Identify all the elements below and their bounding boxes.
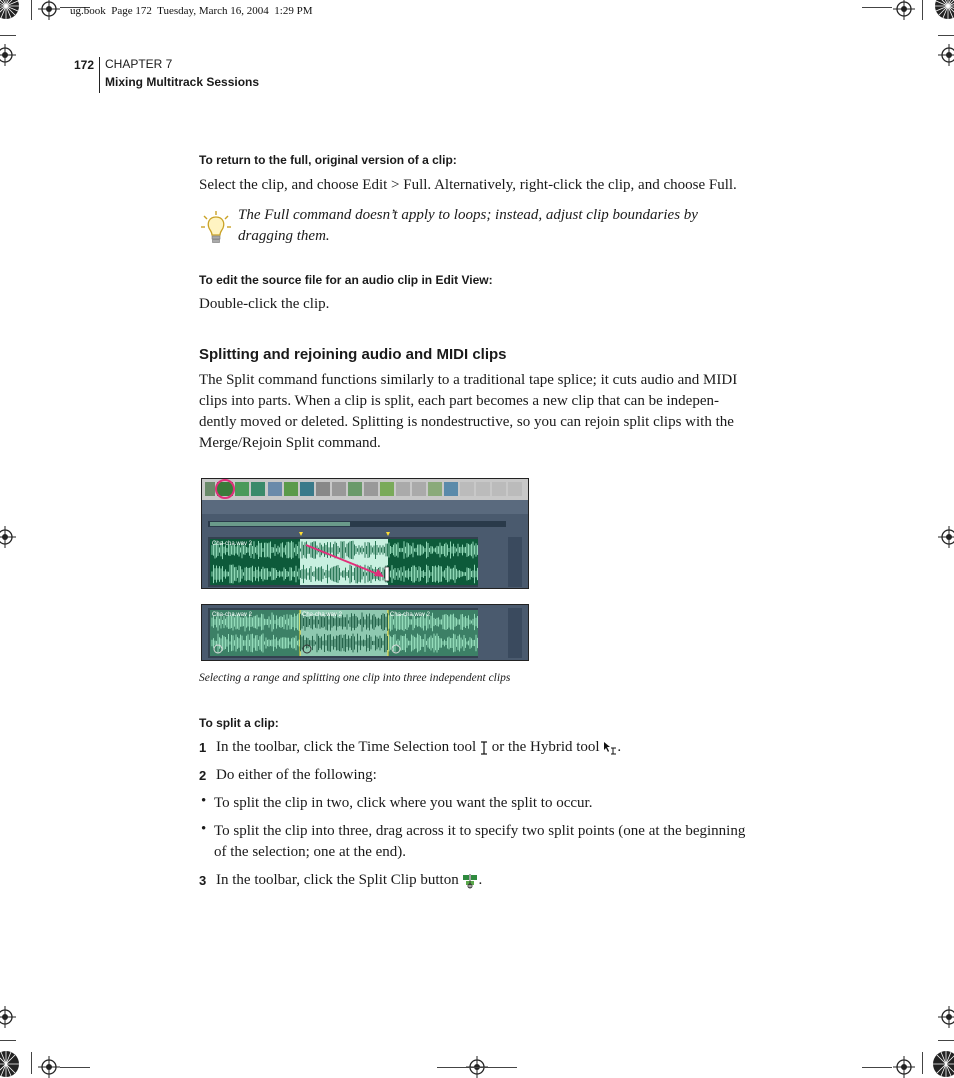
crop-line (922, 0, 923, 20)
crop-line (0, 35, 16, 36)
step-3-text-b: . (478, 872, 483, 888)
registration-mark (938, 526, 954, 548)
figure-screenshot-after (201, 604, 529, 661)
step-3-text-a: In the toolbar, click the Split Clip button (216, 872, 463, 888)
step-1-text-b: or the Hybrid tool (487, 739, 604, 755)
registration-mark (938, 1006, 954, 1028)
registration-mark (38, 1056, 60, 1078)
registration-mark (0, 1006, 16, 1028)
header-divider (99, 57, 100, 93)
step-number: 1 (199, 740, 207, 755)
procedure-heading-split: To split a clip: (199, 716, 279, 730)
crop-line (938, 35, 954, 36)
starburst-mark (0, 0, 20, 20)
chapter-title: Mixing Multitrack Sessions (105, 75, 260, 89)
bullet: • (201, 821, 207, 837)
registration-mark (938, 44, 954, 66)
print-slug: ug.book Page 172 Tuesday, March 16, 2004 1:29 PM (70, 5, 313, 17)
chapter-label: CHAPTER 7 (105, 57, 173, 71)
step-1 (216, 737, 756, 758)
page-number: 172 (74, 58, 95, 72)
crop-line (31, 1052, 32, 1074)
registration-mark (38, 0, 60, 20)
procedure-heading-edit: To edit the source file for an audio clip in Edit View: (199, 273, 493, 287)
paragraph-full: Select the clip, and choose Edit > Full. Alternatively, right-click the clip, and choose Full. (199, 177, 737, 193)
bullet-item: To split the clip into three, drag across it to specify two split points (one at the beginning of the selection; one at the end). (214, 823, 746, 860)
step-number: 2 (199, 768, 207, 783)
registration-mark (0, 44, 16, 66)
lightbulb-tip-icon (200, 210, 232, 246)
crop-line (0, 1040, 16, 1041)
split-clip-button-icon (462, 873, 478, 889)
crop-line (862, 7, 892, 8)
procedure-heading-full: To return to the full, original version of a clip: (199, 153, 457, 167)
figure-screenshot-before (201, 478, 529, 589)
registration-mark (0, 526, 16, 548)
crop-line (437, 1067, 517, 1068)
crop-line (31, 0, 32, 20)
step-1-text-c: . (617, 739, 622, 755)
step-number: 3 (199, 873, 207, 888)
step-2: Do either of the following: (216, 767, 377, 783)
registration-mark (893, 0, 915, 20)
tip-text: The Full command doesn’t apply to loops; instead, adjust clip boundaries by dragging them. (238, 207, 698, 244)
svg-text:Cha-cha.wav 2: Cha-cha.wav 2 (212, 612, 253, 618)
crop-line (60, 1067, 90, 1068)
figure-caption: Selecting a range and splitting one clip into three independent clips (199, 672, 511, 684)
step-3 (216, 870, 756, 891)
multitrack-view-after (202, 605, 528, 660)
bullet: • (201, 793, 207, 809)
registration-mark (893, 1056, 915, 1078)
paragraph-split: The Split command functions similarly to a traditional tape splice; it cuts audio and MIDI clips into parts. When a clip is split, each part becomes a new clip that can be indepen-dently moved or deleted. Splitting is nondestructive, so you can rejoin split clips with the Merge/Rejoin Split command. (199, 372, 738, 451)
hybrid-tool-icon (603, 741, 617, 755)
time-selection-tool-icon (480, 741, 488, 755)
starburst-mark (934, 0, 954, 20)
svg-text:Cha-cha.wav 2: Cha-cha.wav 2 (212, 541, 253, 547)
crop-line (862, 1067, 892, 1068)
bullet-item: To split the clip in two, click where you want the split to occur. (214, 795, 593, 811)
paragraph-edit: Double-click the clip. (199, 296, 330, 312)
svg-text:Cha-cha.wav 2: Cha-cha.wav 2 (302, 612, 343, 618)
section-heading-split: Splitting and rejoining audio and MIDI clips (199, 346, 507, 363)
multitrack-view-before (202, 479, 528, 588)
step-1-text-a: In the toolbar, click the Time Selection tool (216, 739, 480, 755)
crop-line (922, 1052, 923, 1074)
crop-line (938, 1040, 954, 1041)
svg-text:Cha-cha.wav 2: Cha-cha.wav 2 (390, 612, 431, 618)
